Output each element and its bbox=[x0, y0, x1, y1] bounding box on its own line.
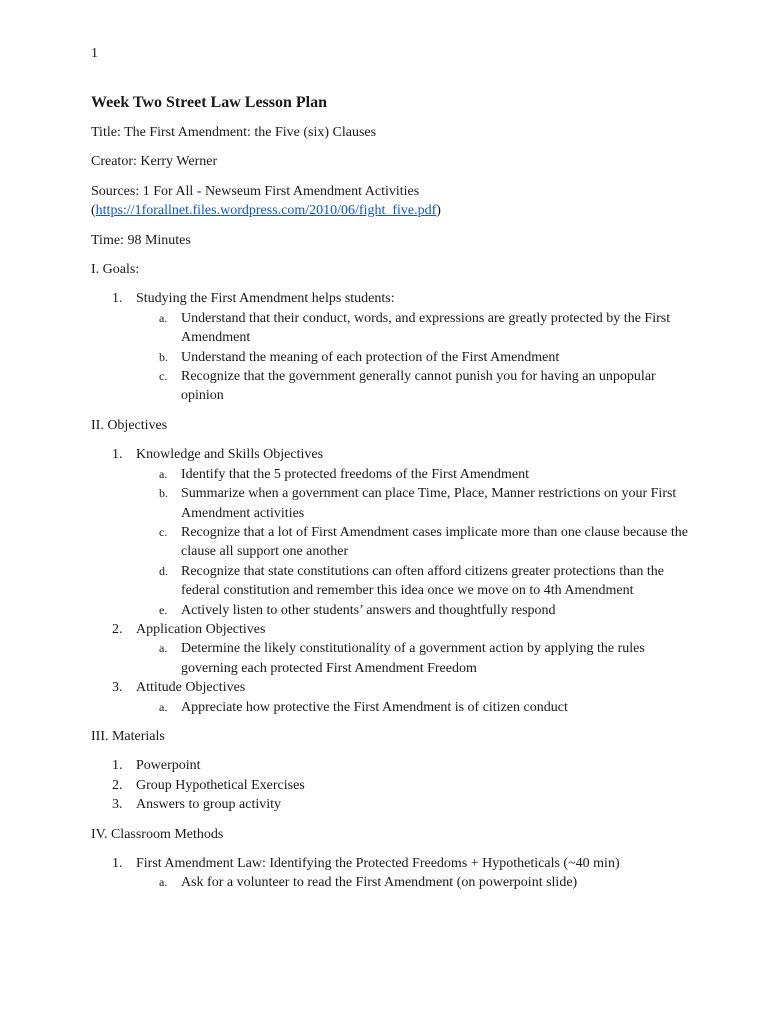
sub-item-text: Appreciate how protective the First Amendment is of citizen conduct bbox=[181, 699, 568, 715]
list-letter: a. bbox=[159, 466, 168, 481]
list-number: 3. bbox=[112, 680, 123, 696]
list-letter: c. bbox=[159, 369, 168, 384]
creator-line: Creator: Kerry Werner bbox=[91, 154, 218, 170]
sub-list bbox=[136, 309, 691, 406]
sub-list-item bbox=[136, 639, 691, 678]
sub-item-text: Actively listen to other students’ answers and thoughtfully respond bbox=[181, 602, 556, 618]
sub-item-text: Recognize that the government generally cannot punish you for having an unpopular opinion bbox=[181, 369, 656, 404]
sub-item-text: Determine the likely constitutionality of a government action by applying the rules governing each protected First Amendment Freedom bbox=[181, 641, 645, 676]
lesson-title: Title: The First Amendment: the Five (six) Clauses bbox=[91, 125, 377, 140]
list-letter: b. bbox=[159, 486, 168, 501]
list-item-text: Powerpoint bbox=[136, 758, 201, 774]
lesson-plan-body bbox=[91, 92, 691, 903]
list-number: 1. bbox=[112, 291, 123, 307]
list-item-text: Studying the First Amendment helps students: bbox=[136, 291, 395, 307]
paren-close: ) bbox=[436, 203, 441, 219]
sub-list-item bbox=[136, 484, 691, 523]
list-item bbox=[91, 776, 691, 795]
time-line: Time: 98 Minutes bbox=[91, 232, 191, 248]
sub-item-text: Recognize that a lot of First Amendment cases implicate more than one clause because the clause all support one another bbox=[181, 524, 688, 560]
sub-list bbox=[136, 639, 691, 678]
list-item bbox=[91, 854, 691, 893]
list-number: 1. bbox=[112, 447, 123, 463]
paren-open: ( bbox=[91, 203, 96, 219]
list-item bbox=[91, 678, 691, 717]
list-number: 3. bbox=[112, 797, 123, 813]
sub-list-item bbox=[136, 348, 691, 367]
list-item-text: Answers to group activity bbox=[136, 797, 282, 813]
objectives-list bbox=[91, 445, 691, 717]
sub-list-item bbox=[136, 601, 691, 620]
list-item-text: Attitude Objectives bbox=[136, 680, 246, 696]
section-heading-materials: III. Materials bbox=[91, 728, 165, 744]
list-item-text: Knowledge and Skills Objectives bbox=[136, 447, 324, 463]
sub-item-text: Summarize when a government can place Time, Place, Manner restrictions on your First Amendment activities bbox=[181, 486, 677, 521]
list-item bbox=[91, 620, 691, 678]
sub-list bbox=[136, 698, 691, 717]
list-item bbox=[91, 289, 691, 405]
list-number: 1. bbox=[112, 856, 123, 871]
sub-list bbox=[136, 465, 691, 620]
page-number: 1 bbox=[91, 46, 98, 61]
list-letter: a. bbox=[159, 310, 168, 325]
materials-list bbox=[91, 756, 691, 814]
sub-list-item bbox=[136, 698, 691, 717]
sub-list-item bbox=[136, 465, 691, 484]
list-item-text: Application Objectives bbox=[136, 621, 266, 637]
list-letter: e. bbox=[159, 602, 168, 617]
section-heading-goals: I. Goals: bbox=[91, 262, 140, 278]
section-heading-methods: IV. Classroom Methods bbox=[91, 826, 224, 842]
list-letter: a. bbox=[159, 641, 168, 656]
sources-block bbox=[91, 182, 691, 221]
list-number: 2. bbox=[112, 777, 123, 793]
sub-list-item bbox=[136, 309, 691, 348]
sub-item-text: Ask for a volunteer to read the First Amendment (on powerpoint slide) bbox=[181, 875, 578, 891]
list-item-text: First Amendment Law: Identifying the Protected Freedoms + Hypotheticals (~40 min) bbox=[136, 856, 620, 871]
list-number: 1. bbox=[112, 758, 123, 774]
list-letter: c. bbox=[159, 524, 168, 539]
list-item bbox=[91, 445, 691, 620]
list-item-text: Group Hypothetical Exercises bbox=[136, 777, 305, 793]
goals-list bbox=[91, 289, 691, 405]
sub-list-item bbox=[136, 523, 691, 562]
sub-item-text: Recognize that state constitutions can often afford citizens greater protections than the federal constitution and remember this idea once we move on to 4th Amendment bbox=[181, 563, 664, 599]
sub-item-text: Understand that their conduct, words, and expressions are greatly protected by the First Amendment bbox=[181, 310, 671, 346]
sources-link[interactable]: https://1forallnet.files.wordpress.com/2010/06/fight_five.pdf bbox=[95, 203, 437, 219]
list-item bbox=[91, 795, 691, 814]
list-letter: a. bbox=[159, 875, 168, 890]
sub-list bbox=[136, 873, 691, 892]
sub-list-item bbox=[136, 873, 691, 892]
sub-list-item bbox=[136, 367, 691, 406]
sources-line: Sources: 1 For All - Newseum First Amendment Activities bbox=[91, 183, 420, 199]
list-letter: a. bbox=[159, 699, 168, 714]
list-letter: b. bbox=[159, 349, 168, 364]
list-number: 2. bbox=[112, 621, 123, 637]
list-item bbox=[91, 756, 691, 775]
sub-list-item bbox=[136, 562, 691, 601]
section-heading-objectives: II. Objectives bbox=[91, 417, 168, 433]
list-letter: d. bbox=[159, 563, 168, 578]
sub-item-text: Understand the meaning of each protection of the First Amendment bbox=[181, 349, 560, 365]
sources-link-line bbox=[91, 201, 691, 220]
methods-list bbox=[91, 854, 691, 893]
sub-item-text: Identify that the 5 protected freedoms of the First Amendment bbox=[181, 466, 529, 482]
document-title: Week Two Street Law Lesson Plan bbox=[91, 94, 328, 111]
